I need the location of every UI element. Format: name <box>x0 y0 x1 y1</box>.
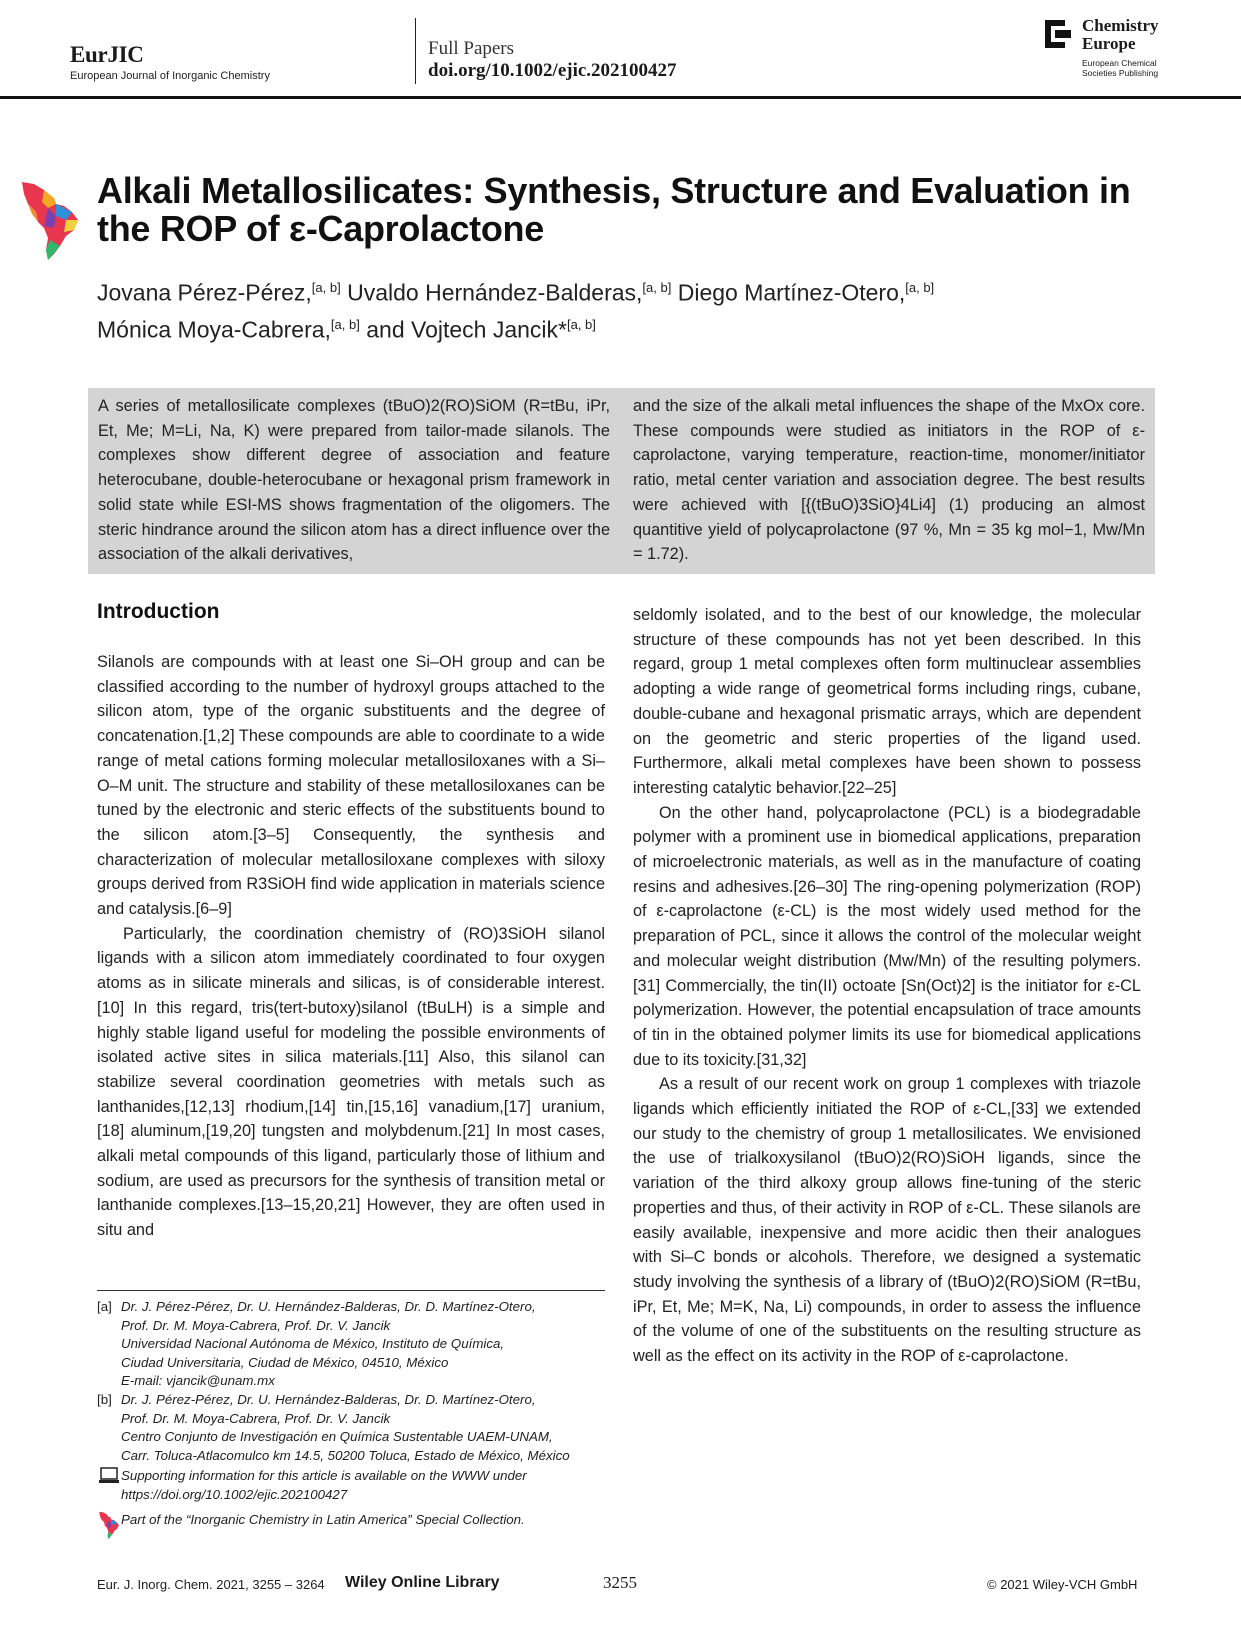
footnote-email[interactable]: E-mail: vjancik@unam.mx <box>121 1373 275 1389</box>
footnote-affiliation-b <box>97 1391 617 1465</box>
author-name: Uvaldo Hernández-Balderas, <box>347 279 643 306</box>
publisher-logo-text <box>1082 17 1158 53</box>
special-collection-text: Part of the “Inorganic Chemistry in Latin America” Special Collection. <box>121 1511 525 1527</box>
publisher-line1: Chemistry <box>1082 16 1159 35</box>
author-affiliation: [a, b] <box>330 316 360 332</box>
footnote-key: [a] <box>97 1299 112 1314</box>
article-title: Alkali Metallosilicates: Synthesis, Structure and Evaluation in the ROP of ε-Caprolactone <box>97 170 1131 249</box>
publisher-sub1: European Chemical <box>1082 58 1157 68</box>
footnote-line: Centro Conjunto de Investigación en Química Sustentable UAEM-UNAM, <box>121 1429 553 1445</box>
publisher-subtext <box>1082 58 1158 78</box>
footnote-line: Universidad Nacional Autónoma de México, Instituto de Química, <box>121 1336 505 1352</box>
footnote-line: Prof. Dr. M. Moya-Cabrera, Prof. Dr. V. Jancik <box>121 1410 391 1426</box>
footer-copyright: © 2021 Wiley-VCH GmbH <box>987 1577 1138 1592</box>
abstract-left-column: A series of metallosilicate complexes (tBuO)2(RO)SiOM (R=tBu, iPr, Et, Me; M=Li, Na, K) were prepared from tailor-made silanols. The complexes show different degree of association and feature heterocubane, double-heterocubane or hexagonal prism framework in solid state while ESI-MS shows fragmentation of the oligomers. The steric hindrance around the silicon atom has a direct influence over the association of the alkali derivatives, <box>98 397 610 564</box>
body-paragraph: As a result of our recent work on group 1 complexes with triazole ligands which efficiently initiated the ROP of ε-CL,[33] we extended our study to the chemistry of group 1 metallosilicates. We envisioned the use of trialkoxysilanol (tBuO)2(RO)SiOH ligands, since the variation of the third alkoxy group allows fine-tuning of the steric properties and thus, of their activity in ROP of ε-CL. These silanols are easily available, inexpensive and more acidic then their analogues with Si–C bonds or alcohols. Therefore, we designed a systematic study involving the synthesis of a library of (tBuO)2(RO)SiOM (R=tBu, iPr, Et, Me; M=K, Na, Li) compounds, in order to assess the influence of the volume of one of the substituents on the resulting structure as well as the effect on its activity in the ROP of ε-caprolactone. <box>633 1075 1141 1366</box>
section-label: Full Papers <box>428 38 515 59</box>
body-right-column <box>633 603 1141 1369</box>
header-rule <box>0 96 1241 99</box>
footnote-line: Dr. J. Pérez-Pérez, Dr. U. Hernández-Balderas, Dr. D. Martínez-Otero, <box>121 1299 536 1314</box>
body-paragraph: Particularly, the coordination chemistry of (RO)3SiOH silanol ligands with a silicon atom immediately coordinated to four oxygen atoms as in silicate minerals and silicas, is of considerable interest.[10] In this regard, tris(tert-butoxy)silanol (tBuLH) is a simple and highly stable ligand useful for modeling the possible environments of isolated active sites in silica materials.[11] Also, this silanol can stabilize several coordination geometries with metals such as lanthanides,[12,13] rhodium,[14] tin,[15,16] vanadium,[17] uranium,[18] aluminum,[19,20] tungsten and molybdenum.[21] In most cases, alkali metal compounds of this ligand, particularly those of lithium and sodium, are used as precursors for the synthesis of transition metal or lanthanide complexes.[13–15,20,21] However, they are often used in situ and <box>97 924 605 1240</box>
footnotes <box>97 1298 617 1539</box>
section-heading-introduction: Introduction <box>97 600 220 623</box>
latin-america-map-icon <box>97 1511 121 1539</box>
doi-link[interactable]: doi.org/10.1002/ejic.202100427 <box>428 60 677 81</box>
footnote-line: Ciudad Universitaria, Ciudad de México, 04510, México <box>121 1354 449 1370</box>
chemistry-europe-logo-icon <box>1043 18 1073 50</box>
special-collection-note <box>97 1511 617 1539</box>
footer-wiley-link[interactable]: Wiley Online Library <box>345 1574 500 1591</box>
body-paragraph: On the other hand, polycaprolactone (PCL) is a biodegradable polymer with a prominent use in biomedical applications, preparation of microelectronic materials, as well as in the manufacture of coating resins and adhesives.[26–30] The ring-opening polymerization (ROP) of ε-caprolactone (ε-CL) is the most widely used method for the preparation of PCL, since it allows the control of the molecular weight and molecular weight distribution (Mw/Mn) of the resulting polymers.[31] Commercially, the tin(II) octoate [Sn(Oct)2] is the initiator for ε-CL polymerization. However, the potential encapsulation of trace amounts of tin in the obtained polymer limits its use for biomedical applications due to its toxicity.[31,32] <box>633 803 1141 1069</box>
supporting-info-text[interactable]: Supporting information for this article is available on the WWW under https://doi.org/10.1002/ejic.202100427 <box>121 1468 527 1502</box>
author-affiliation: [a, b] <box>905 280 935 295</box>
footnote-line: Carr. Toluca-Atlacomulco km 14.5, 50200 Toluca, Estado de México, México <box>121 1447 570 1463</box>
author-affiliation: [a, b] <box>311 280 341 295</box>
supporting-info-note <box>97 1467 617 1504</box>
publisher-sub2: Societies Publishing <box>1082 68 1159 78</box>
page-number: 3255 <box>603 1573 637 1592</box>
publisher-line2: Europe <box>1082 34 1136 53</box>
header-divider <box>415 18 416 84</box>
abstract-right-column: and the size of the alkali metal influences the shape of the MxOx core. These compounds were studied as initiators in the ROP of ε-caprolactone, varying temperature, reaction-time, monomer/initiator ratio, metal center variation and association degree. The best results were achieved with [{(tBuO)3SiO}4Li4] (1) producing an almost quantitive yield of polycaprolactone (97 %, Mn = 35 kg mol−1, Mw/Mn = 1.72). <box>633 397 1145 564</box>
body-paragraph: seldomly isolated, and to the best of our knowledge, the molecular structure of these compounds has not yet been described. In this regard, group 1 metal complexes often form multinuclear assemblies adopting a wide range of geometrical forms including rings, cubane, double-cubane and hexagonal prismatic arrays, which are dependent on the geometric and steric properties of the ligand used. Furthermore, alkali metal complexes have been shown to possess interesting catalytic behavior.[22–25] <box>633 606 1141 797</box>
latin-america-map-icon <box>18 180 82 260</box>
footnote-line: Prof. Dr. M. Moya-Cabrera, Prof. Dr. V. Jancik <box>121 1317 391 1333</box>
author-affiliation: [a, b] <box>566 316 596 332</box>
author-name: and Vojtech Jancik* <box>366 316 567 343</box>
laptop-icon <box>97 1467 121 1485</box>
footnote-key: [b] <box>97 1391 112 1407</box>
abstract-box <box>88 388 1155 574</box>
journal-fullname: European Journal of Inorganic Chemistry <box>70 70 270 82</box>
author-name: Mónica Moya-Cabrera, <box>97 316 331 343</box>
author-name: Diego Martínez-Otero, <box>677 279 906 306</box>
body-paragraph: Silanols are compounds with at least one Si–OH group and can be classified according to the number of hydroxyl groups attached to the silicon atom, type of the organic substituents and the degree of concatenation.[1,2] These compounds are able to coordinate to a wide range of metal cations forming molecular metallosiloxanes with a Si–O–M unit. The structure and stability of these metallosiloxanes can be tuned by the electronic and steric effects of the substituents bound to the silicon atom.[3–5] Consequently, the synthesis and characterization of molecular metallosiloxane complexes with siloxy groups derived from R3SiOH find wide application in materials science and catalysis.[6–9] <box>97 653 605 919</box>
footer-citation: Eur. J. Inorg. Chem. 2021, 3255 – 3264 <box>97 1577 325 1592</box>
footnote-affiliation-a <box>97 1298 617 1391</box>
journal-name: EurJIC <box>70 42 144 67</box>
author-affiliation: [a, b] <box>642 280 672 295</box>
footnote-line: Dr. J. Pérez-Pérez, Dr. U. Hernández-Balderas, Dr. D. Martínez-Otero, <box>121 1391 536 1407</box>
body-left-column <box>97 650 605 1243</box>
author-list <box>97 272 1177 345</box>
footnote-rule <box>97 1290 605 1291</box>
author-name: Jovana Pérez-Pérez, <box>97 279 312 306</box>
